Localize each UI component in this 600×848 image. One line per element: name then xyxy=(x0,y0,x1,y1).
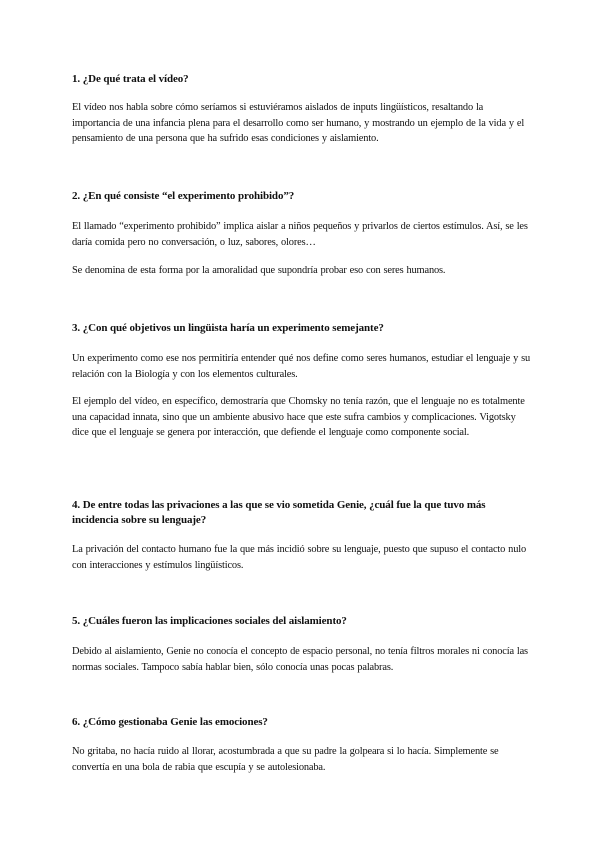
answer-2-paragraph-1: El llamado “experimento prohibido” implica aislar a niños pequeños y privarlos de ciertos estímulos. Así, se les daría comida pero no conversación, o luz, sabores, olores… xyxy=(72,221,528,248)
answer-3-paragraph-2: El ejemplo del vídeo, en específico, demostraría que Chomsky no tenía razón, que el lenguaje no es totalmente una capacidad innata, sino que un ambiente abusivo hace que este sufra cambios y complicaciones. Vigotsky dice que el lenguaje se genera por interacción, que defiende el lenguaje como componente social. xyxy=(72,396,525,439)
answer-6-paragraph-1: No gritaba, no hacía ruido al llorar, acostumbrada a que su padre la golpeara si lo hacía. Simplemente se convertía en una bola de rabia que escupía y se autolesionaba. xyxy=(72,746,499,773)
answer-3-paragraph-1: Un experimento como ese nos permitiría entender qué nos define como seres humanos, estudiar el lenguaje y su relación con la Biología y con los elementos culturales. xyxy=(72,353,531,380)
question-2-title: 2. ¿En qué consiste “el experimento prohibido”? xyxy=(72,190,295,202)
question-1-title: 1. ¿De qué trata el vídeo? xyxy=(72,73,189,85)
question-3-title: 3. ¿Con qué objetivos un lingüista haría un experimento semejante? xyxy=(72,322,384,334)
question-4-title: 4. De entre todas las privaciones a las que se vio sometida Genie, ¿cuál fue la que tuvo más incidencia sobre su lenguaje? xyxy=(72,499,486,526)
question-5-title: 5. ¿Cuáles fueron las implicaciones sociales del aislamiento? xyxy=(72,615,347,627)
answer-2-paragraph-2: Se denomina de esta forma por la amoralidad que supondría probar eso con seres humanos. xyxy=(72,265,446,276)
question-6-title: 6. ¿Cómo gestionaba Genie las emociones? xyxy=(72,716,268,728)
answer-4-paragraph-1: La privación del contacto humano fue la que más incidió sobre su lenguaje, puesto que supuso el contacto nulo con interacciones y estímulos lingüísticos. xyxy=(72,544,527,571)
answer-1-paragraph-1: El vídeo nos habla sobre cómo seríamos si estuviéramos aislados de inputs lingüísticos, resaltando la importancia de una infancia plena para el desarrollo como ser humano, y mostrando un ejemplo de la vida y el pensamiento de una persona que ha sufrido esas condiciones y aislamiento. xyxy=(72,102,525,145)
answer-5-paragraph-1: Debido al aislamiento, Genie no conocía el concepto de espacio personal, no tenía filtros morales ni conocía las normas sociales. Tampoco sabía hablar bien, sólo conocía unas pocas palabras. xyxy=(72,646,528,673)
